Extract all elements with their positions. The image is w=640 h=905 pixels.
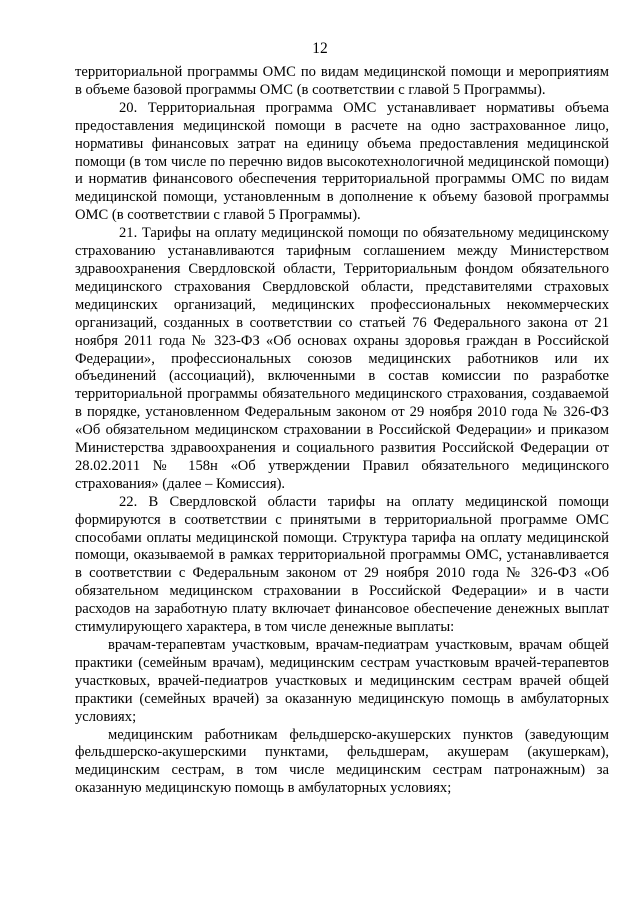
paragraph-continuation: территориальной программы ОМС по видам медицинской помощи и мероприятиям в объеме базовой программы ОМС (в соответствии с главой 5 Программы). bbox=[75, 64, 609, 98]
paragraph-item-21: 21. Тарифы на оплату медицинской помощи по обязательному медицинскому страхованию устанавливаются тарифным соглашением между Министерством здравоохранения Свердловской области, Территориальным фондом обязательного медицинского страхования Свердловской области, представителями страховых медицинских организаций, медицинских профессиональных некоммерческих организаций, созданных в соответствии со статьей 76 Федерального закона от 21 ноября 2011 года № 323-ФЗ «Об основах охраны здоровья граждан в Российской Федерации», профессиональных союзов медицинских работников или их объединений (ассоциаций), включенными в состав комиссии по разработке территориальной программы обязательного медицинского страхования, создаваемой в порядке, установленном Федеральным законом от 29 ноября 2010 года № 326-ФЗ «Об обязательном медицинском страховании в Российской Федерации» и приказом Министерства здравоохранения и социального развития Российской Федерации от 28.02.2011 № 158н «Об утверждении Правил обязательного медицинского страхования» (далее – Комиссия). bbox=[75, 225, 609, 492]
page-number: 12 bbox=[312, 40, 328, 57]
paragraph-item-20: 20. Территориальная программа ОМС устанавливает нормативы объема предоставления медицинской помощи в расчете на одно застрахованное лицо, нормативы финансовых затрат на единицу объема предоставления медицинской помощи (в том числе по перечню видов высокотехнологичной медицинской помощи) и норматив финансового обеспечения территориальной программы ОМС по видам медицинской помощи, установленным в дополнение к объему базовой программы ОМС (в соответствии с главой 5 Программы). bbox=[75, 99, 609, 224]
paragraph-list-item-2: медицинским работникам фельдшерско-акушерских пунктов (заведующим фельдшерско-акушерскими пунктами, фельдшерам, акушерам (акушеркам), медицинским сестрам, в том числе медицинским сестрам патронажным) за оказанную медицинскую помощь в амбулаторных условиях; bbox=[75, 726, 609, 797]
document-body bbox=[75, 64, 609, 798]
paragraph-list-item-1: врачам-терапевтам участковым, врачам-педиатрам участковым, врачам общей практики (семейным врачам), медицинским сестрам участковым врачей-терапевтов участковых, врачей-педиатров участковых и медицинским сестрам врачей общей практики (семейных врачей) за оказанную медицинскую помощь в амбулаторных условиях; bbox=[75, 637, 609, 725]
paragraph-item-22: 22. В Свердловской области тарифы на оплату медицинской помощи формируются в соответствии с принятыми в территориальной программе ОМС способами оплаты медицинской помощи. Структура тарифа на оплату медицинской помощи, оказываемой в рамках территориальной программы ОМС, устанавливается в соответствии с Федеральным законом от 29 ноября 2010 года № 326-ФЗ «Об обязательном медицинском страховании в Российской Федерации» и в части расходов на заработную плату включает финансовое обеспечение денежных выплат стимулирующего характера, в том числе денежные выплаты: bbox=[75, 493, 609, 636]
